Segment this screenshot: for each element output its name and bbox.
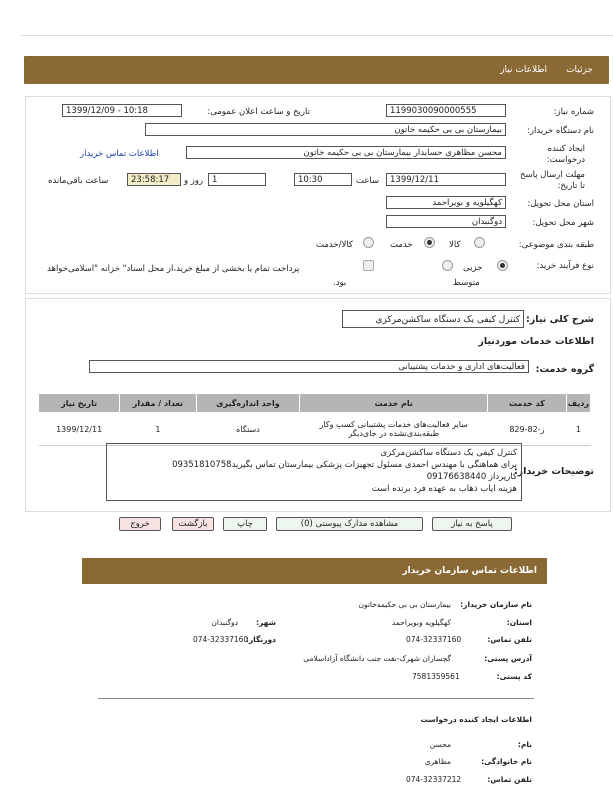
cell-code: ز-82-829 bbox=[488, 413, 567, 446]
payment-note-1: پرداخت تمام یا بخشی از مبلغ خرید،از محل اسناد" خزانه "اسلامی‌خواهد bbox=[47, 264, 300, 274]
proc-medium-radio[interactable] bbox=[442, 260, 453, 271]
province-label: استان محل تحویل: bbox=[527, 199, 594, 209]
proc-partial-label: جزیی bbox=[463, 263, 483, 273]
services-title: اطلاعات خدمات موردنیاز bbox=[478, 336, 594, 347]
deadline-label: مهلت ارسال پاسخ تا تاریخ: bbox=[520, 170, 585, 191]
contact-fax-value: 074-32337160 bbox=[193, 635, 249, 644]
contact-province-value: کهگیلویه وبویراحمد bbox=[391, 618, 451, 627]
contact-org-label: نام سازمان خریدار: bbox=[460, 600, 532, 609]
buyer-notes-line3: کارپرداز 09176638440 bbox=[426, 472, 517, 482]
page-header bbox=[24, 56, 609, 84]
contact-title: اطلاعات تماس سازمان خریدار bbox=[402, 566, 537, 576]
contact-address-value: گچساران شهرک-نفت جنب دانشگاه آزاداسلامی bbox=[303, 654, 451, 663]
cat-goods-radio[interactable] bbox=[474, 237, 485, 248]
services-table bbox=[38, 393, 591, 446]
payment-note-2: بود. bbox=[333, 278, 347, 288]
contact-city-label: شهر: bbox=[256, 618, 276, 627]
cat-service-label: خدمت bbox=[390, 240, 413, 250]
city-field: دوگنبدان bbox=[386, 215, 506, 228]
desc-label: شرح کلی نیاز: bbox=[525, 314, 594, 325]
tab-need-info[interactable]: اطلاعات نیاز bbox=[500, 65, 547, 75]
contact-postal-label: کد پستی: bbox=[496, 672, 532, 681]
col-name: نام خدمت bbox=[300, 394, 488, 413]
exit-button[interactable]: خروج bbox=[119, 517, 161, 531]
table-row bbox=[39, 413, 591, 446]
print-button[interactable]: چاپ bbox=[223, 517, 267, 531]
cat-service-radio[interactable] bbox=[424, 237, 435, 248]
col-qty: تعداد / مقدار bbox=[120, 394, 196, 413]
deadline-time-label: ساعت bbox=[356, 176, 380, 186]
cell-name-line2: طبقه‌بندی‌نشده در جای‌دیگر bbox=[348, 429, 440, 438]
creator-field: محسن مظاهری حسابدار بیمارستان بی بی حکیمه خاتون bbox=[186, 146, 506, 159]
top-divider bbox=[20, 35, 613, 36]
reply-button[interactable]: پاسخ به نیاز bbox=[432, 517, 512, 531]
contact-address-label: آدرس پستی: bbox=[484, 654, 532, 663]
buyer-field: بیمارستان بی بی حکیمه خاتون bbox=[145, 123, 506, 136]
creator-phone-value: 074-32337212 bbox=[406, 775, 462, 784]
creator-name-label: نام: bbox=[517, 740, 532, 749]
contact-phone-value: 074-32337160 bbox=[406, 635, 462, 644]
cat-goods-service-radio[interactable] bbox=[363, 237, 374, 248]
announce-field: 1399/12/09 - 10:18 bbox=[62, 104, 182, 117]
days-label: روز و bbox=[184, 176, 204, 186]
col-row: ردیف bbox=[566, 394, 590, 413]
group-field: فعالیت‌های اداری و خدمات پشتیبانی bbox=[89, 360, 529, 373]
buyer-notes-line4: هزینه ایاب ذهاب به عهده فرد برنده است bbox=[371, 484, 517, 494]
days-field: 1 bbox=[208, 173, 266, 186]
buyer-label: نام دستگاه خریدار: bbox=[527, 126, 594, 136]
buyer-notes-line1: کنترل کیفی یک دستگاه ساکشن‌مرکزی bbox=[380, 448, 517, 458]
tab-details[interactable]: جزئیات bbox=[566, 65, 593, 75]
cat-goods-service-label: کالا/خدمت bbox=[316, 240, 353, 250]
group-label: گروه خدمت: bbox=[535, 364, 594, 375]
cell-name-line1: سایر فعالیت‌های خدمات پشتیبانی کسب وکار bbox=[319, 420, 468, 429]
col-date: تاریخ نیاز bbox=[39, 394, 120, 413]
creator-label: ایجاد کننده درخواست: bbox=[546, 144, 585, 165]
province-field: کهگیلویه و بویراحمد bbox=[386, 196, 506, 209]
deadline-date-field: 1399/12/11 bbox=[386, 173, 506, 186]
contact-header bbox=[82, 558, 547, 584]
creator-info-title: اطلاعات ایجاد کننده درخواست bbox=[420, 715, 532, 724]
cell-name bbox=[300, 413, 488, 446]
creator-phone-label: تلفن تماس: bbox=[487, 775, 532, 784]
cell-date: 1399/12/11 bbox=[39, 413, 120, 446]
creator-family-label: نام خانوادگی: bbox=[481, 757, 532, 766]
process-label: نوع فرآیند خرید: bbox=[536, 261, 594, 271]
remaining-time-field: 23:58:17 bbox=[127, 173, 181, 186]
cell-unit: دستگاه bbox=[196, 413, 300, 446]
city-label: شهر محل تحویل: bbox=[532, 218, 594, 228]
contact-divider bbox=[98, 698, 534, 699]
desc-field: کنترل کیفی یک دستگاه ساکشن‌مرکزی bbox=[342, 310, 524, 328]
contact-phone-label: تلفن تماس: bbox=[487, 635, 532, 644]
proc-partial-radio[interactable] bbox=[497, 260, 508, 271]
contact-fax-label: دورنگار: bbox=[245, 635, 276, 644]
remaining-label: ساعت باقی‌مانده bbox=[48, 176, 109, 186]
treasury-checkbox[interactable] bbox=[363, 260, 374, 271]
need-number-field: 1199030090000555 bbox=[386, 104, 506, 117]
buyer-notes-label: توضیحات خریدار: bbox=[513, 466, 594, 477]
announce-label: تاریخ و ساعت اعلان عمومی: bbox=[207, 107, 310, 117]
buyer-notes-line2: برای هماهنگی با مهندس احمدی مسئول تجهیزات پزشکی بیمارستان تماس بگیرید09351810758 bbox=[172, 460, 517, 470]
contact-province-label: استان: bbox=[506, 618, 532, 627]
cat-goods-label: کالا bbox=[449, 240, 461, 250]
cell-row: 1 bbox=[566, 413, 590, 446]
creator-name-value: محسن bbox=[429, 740, 451, 749]
contact-city-value: دوگنبدان bbox=[211, 618, 238, 627]
col-unit: واحد اندازه‌گیری bbox=[196, 394, 300, 413]
buyer-contact-link[interactable]: اطلاعات تماس خریدار bbox=[80, 149, 159, 159]
view-docs-button[interactable]: مشاهده مدارک پیوستی (0) bbox=[276, 517, 423, 531]
cell-qty: 1 bbox=[120, 413, 196, 446]
creator-family-value: مظاهری bbox=[424, 757, 451, 766]
contact-postal-value: 7581359561 bbox=[412, 672, 460, 681]
category-label: طبقه بندی موضوعی: bbox=[518, 240, 594, 250]
col-code: کد خدمت bbox=[488, 394, 567, 413]
deadline-time-field: 10:30 bbox=[294, 173, 352, 186]
proc-medium-label: متوسط bbox=[453, 278, 480, 288]
back-button[interactable]: بازگشت bbox=[172, 517, 214, 531]
contact-org-value: بیمارستان بی بی حکیمه‌خاتون bbox=[358, 600, 451, 609]
need-number-label: شماره نیاز: bbox=[553, 107, 594, 117]
buyer-notes-box bbox=[106, 443, 522, 501]
